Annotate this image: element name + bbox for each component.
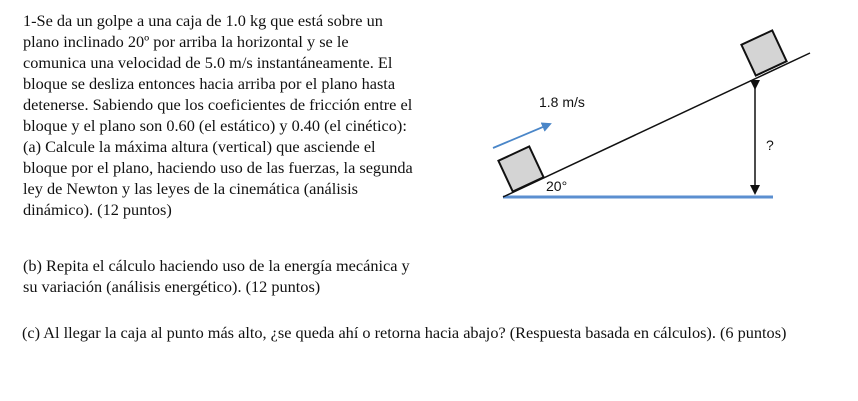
height-label: ? [766, 137, 774, 153]
part-b-line: su variación (análisis energético). (12 puntos) [23, 277, 321, 296]
part-a-line: ley de Newton y las leyes de la cinemática (análisis [23, 179, 358, 198]
box-top [741, 30, 786, 75]
part-c: (c) Al llegar la caja al punto más alto, ¿se queda ahí o retorna hacia abajo? (Respuesta basada en cálculos). (6 puntos) [22, 323, 787, 342]
problem-line: plano inclinado 20º por arriba la horizontal y se le [23, 32, 349, 51]
velocity-label: 1.8 m/s [539, 94, 585, 110]
velocity-arrow [493, 124, 550, 148]
angle-label: 20° [546, 178, 568, 194]
problem-line: bloque y el plano son 0.60 (el estático) y 0.40 (el cinético): [23, 116, 407, 135]
part-a-line: (a) Calcule la máxima altura (vertical) que asciende el [23, 137, 376, 156]
part-a-line: dinámico). (12 puntos) [23, 200, 172, 219]
problem-line: detenerse. Sabiendo que los coeficientes de fricción entre el [23, 95, 413, 114]
part-b-line: (b) Repita el cálculo haciendo uso de la energía mecánica y [23, 256, 410, 275]
part-a-line: bloque por el plano, haciendo uso de las fuerzas, la segunda [23, 158, 413, 177]
problem-line: comunica una velocidad de 5.0 m/s instantáneamente. El [23, 53, 393, 72]
problem-line: 1-Se da un golpe a una caja de 1.0 kg que está sobre un [23, 11, 383, 30]
problem-line: bloque se desliza entonces hacia arriba por el plano hasta [23, 74, 396, 93]
box-bottom [498, 146, 543, 191]
